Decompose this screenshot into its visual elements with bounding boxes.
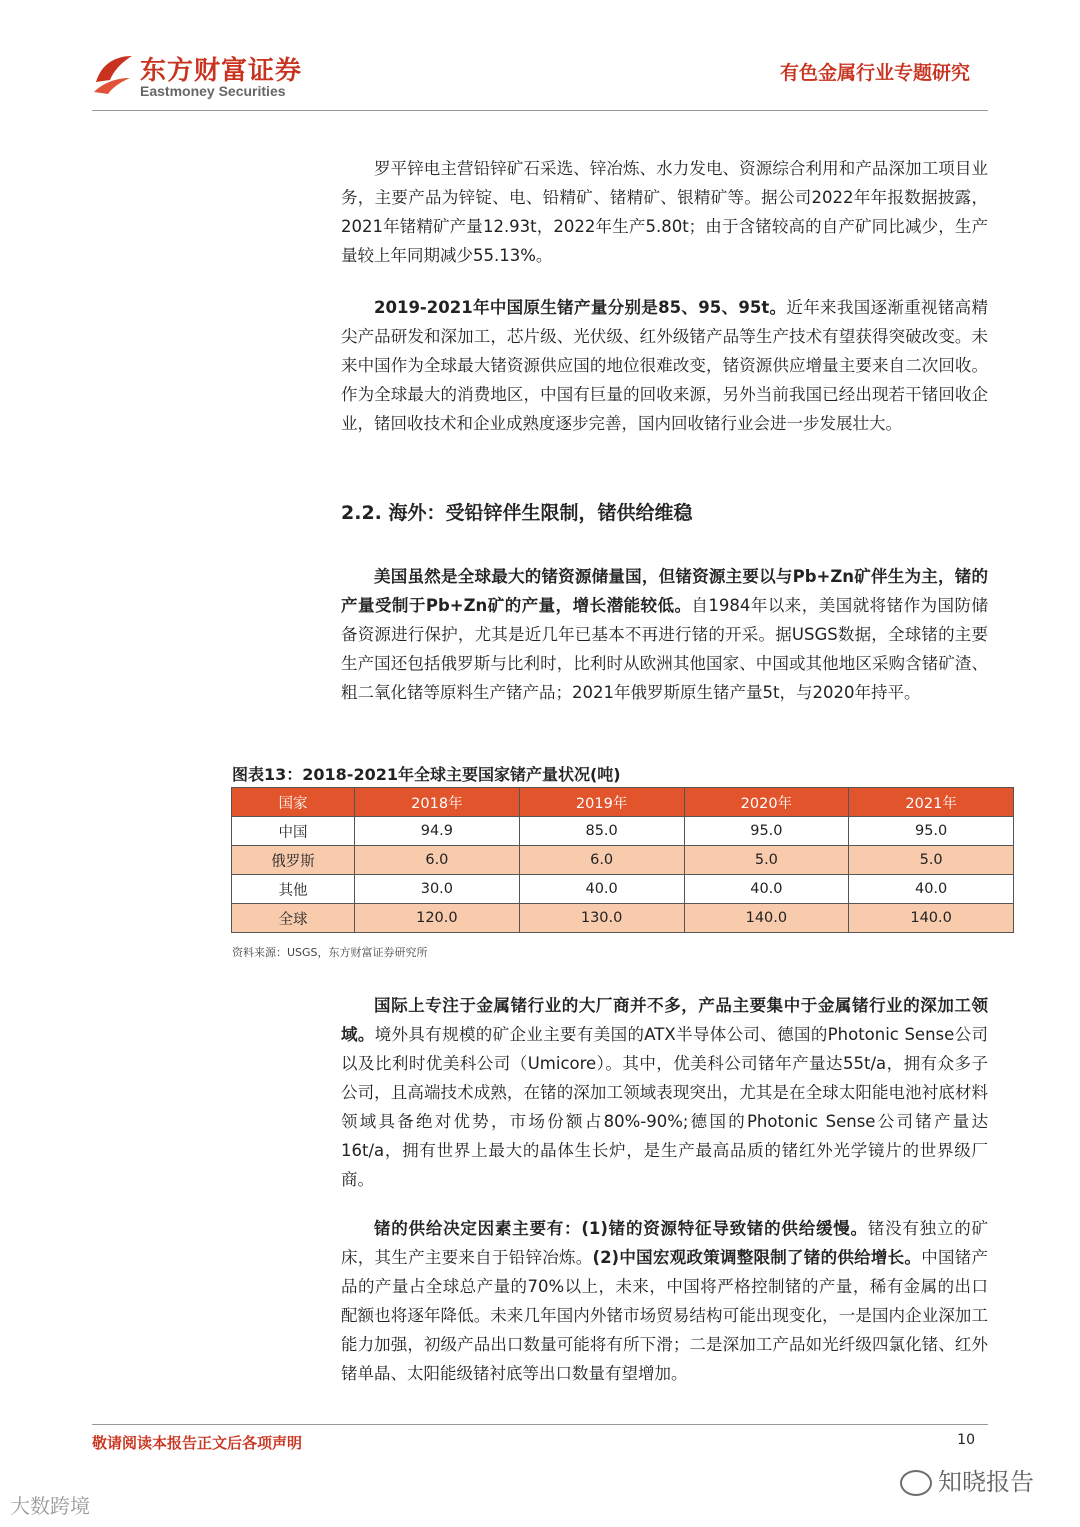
column-header: 国家 [232,788,355,817]
page-number: 10 [957,1432,975,1448]
report-category-title: 有色金属行业专题研究 [779,62,970,84]
row-label: 全球 [232,904,355,933]
paragraph-text: 中国锗产品的产量占全球总产量的70%以上，未来，中国将严格控制锗的产量，稀有金属的出口配额也将逐年降低。未来几年国内外锗市场贸易结构可能出现变化，一是国内企业深加工能力加强，初级产品出口数量可能将有所下滑；二是深加工产品如光纤级四氯化锗、红外锗单晶、太阳能级锗衬底等出口数量有望增加。 [341,1248,989,1383]
logo-chinese-name: 东方财富证券 [140,56,303,86]
table-cell: 95.0 [849,817,1014,846]
table-header-row [232,788,1014,817]
paragraph-bold-lead: 美国虽然是全球最大的锗资源储量国，但锗资源主要以与Pb+Zn矿伴生为主，锗的产量受制于Pb+Zn矿的产量，增长潜能较低。 [341,567,988,615]
table-cell: 5.0 [849,846,1014,875]
paragraph-supply-factors [341,1214,988,1388]
table-cell: 130.0 [519,904,684,933]
figure-title: 图表13：2018-2021年全球主要国家锗产量状况(吨) [232,765,621,784]
table-row [232,817,1014,846]
paragraph-text: 锗没有独立的矿床，其生产主要来自于铅锌冶炼。 [341,1219,988,1267]
paragraph-bold-lead: 锗的供给决定因素主要有：(1)锗的资源特征导致锗的供给缓慢。 [374,1219,868,1238]
column-header: 2019年 [519,788,684,817]
paragraph-text: 自1984年以来，美国就将锗作为国防储备资源进行保护，尤其是近几年已基本不再进行锗的开采。据USGS数据，全球锗的主要生产国还包括俄罗斯与比利时，比利时从欧洲其他国家、中国或其他地区采购含锗矿渣、粗二氧化锗等原料生产锗产品；2021年俄罗斯原生锗产量5t，与2020年持平。 [341,596,988,702]
table-row [232,904,1014,933]
header-divider [92,110,988,111]
logo-english-name: Eastmoney Securities [140,83,286,99]
table-cell: 95.0 [684,817,849,846]
table-cell: 94.9 [355,817,520,846]
paragraph-text: 近年来我国逐渐重视锗高精尖产品研发和深加工，芯片级、光伏级、红外级锗产品等生产技术有望获得突破改变。未来中国作为全球最大锗资源供应国的地位很难改变，锗资源供应增量主要来自二次回收。作为全球最大的消费地区，中国有巨量的回收来源，另外当前我国已经出现若干锗回收企业，锗回收技术和企业成熟度逐步完善，国内回收锗行业会进一步发展壮大。 [341,298,989,433]
column-header: 2021年 [849,788,1014,817]
section-heading: 2.2. 海外：受铅锌伴生限制，锗供给维稳 [341,502,693,524]
table-cell: 40.0 [519,875,684,904]
footer-disclaimer: 敬请阅读本报告正文后各项声明 [92,1434,303,1452]
watermark-left-text: 大数跨境 [10,1494,90,1518]
table-cell: 5.0 [684,846,849,875]
paragraph-luoping [341,154,988,270]
watermark-right [900,1462,1034,1497]
paragraph-usa [341,562,988,707]
paragraph-text: 境外具有规模的矿企业主要有美国的ATX半导体公司、德国的Photonic Sense公司以及比利时优美科公司（Umicore）。其中，优美科公司锗年产量达55t/a，拥有众多子公司，且高端技术成熟，在锗的深加工领域表现突出，尤其是在全球太阳能电池衬底材料领域具备绝对优势，市场份额占80%-90%;德国的Photonic Sense公司锗产量达16t/a，拥有世界上最大的晶体生长炉，是生产最高品质的锗红外光学镜片的世界级厂商。 [341,1025,988,1189]
row-label: 其他 [232,875,355,904]
page-header [0,0,1080,120]
figure-source: 资料来源：USGS，东方财富证券研究所 [232,946,428,959]
germanium-output-table [231,787,1014,933]
paragraph-china-output [341,293,988,438]
paragraph-international [341,991,988,1194]
table-row [232,846,1014,875]
table-cell: 30.0 [355,875,520,904]
watermark-left [10,1490,90,1519]
table-cell: 120.0 [355,904,520,933]
table-cell: 140.0 [849,904,1014,933]
row-label: 俄罗斯 [232,846,355,875]
paragraph-bold-lead: (2)中国宏观政策调整限制了锗的供给增长。 [592,1248,922,1267]
watermark-right-text: 知晓报告 [938,1468,1034,1496]
column-header: 2018年 [355,788,520,817]
table-cell: 6.0 [519,846,684,875]
table-cell: 140.0 [684,904,849,933]
table-cell: 6.0 [355,846,520,875]
table-cell: 40.0 [684,875,849,904]
table-cell: 40.0 [849,875,1014,904]
footer-divider [92,1424,988,1425]
table-cell: 85.0 [519,817,684,846]
column-header: 2020年 [684,788,849,817]
row-label: 中国 [232,817,355,846]
table-row [232,875,1014,904]
eastmoney-logo-icon [92,52,134,96]
wechat-icon [900,1470,932,1496]
paragraph-bold-lead: 2019-2021年中国原生锗产量分别是85、95、95t。 [374,298,787,317]
paragraph-bold-lead: 国际上专注于金属锗行业的大厂商并不多，产品主要集中于金属锗行业的深加工领域。 [341,996,988,1044]
paragraph-text: 罗平锌电主营铅锌矿石采选、锌冶炼、水力发电、资源综合利用和产品深加工项目业务，主要产品为锌锭、电、铅精矿、锗精矿、银精矿等。据公司2022年年报数据披露，2021年锗精矿产量12.93t，2022年生产5.80t；由于含锗较高的自产矿同比减少，生产量较上年同期减少55.13%。 [341,159,988,265]
